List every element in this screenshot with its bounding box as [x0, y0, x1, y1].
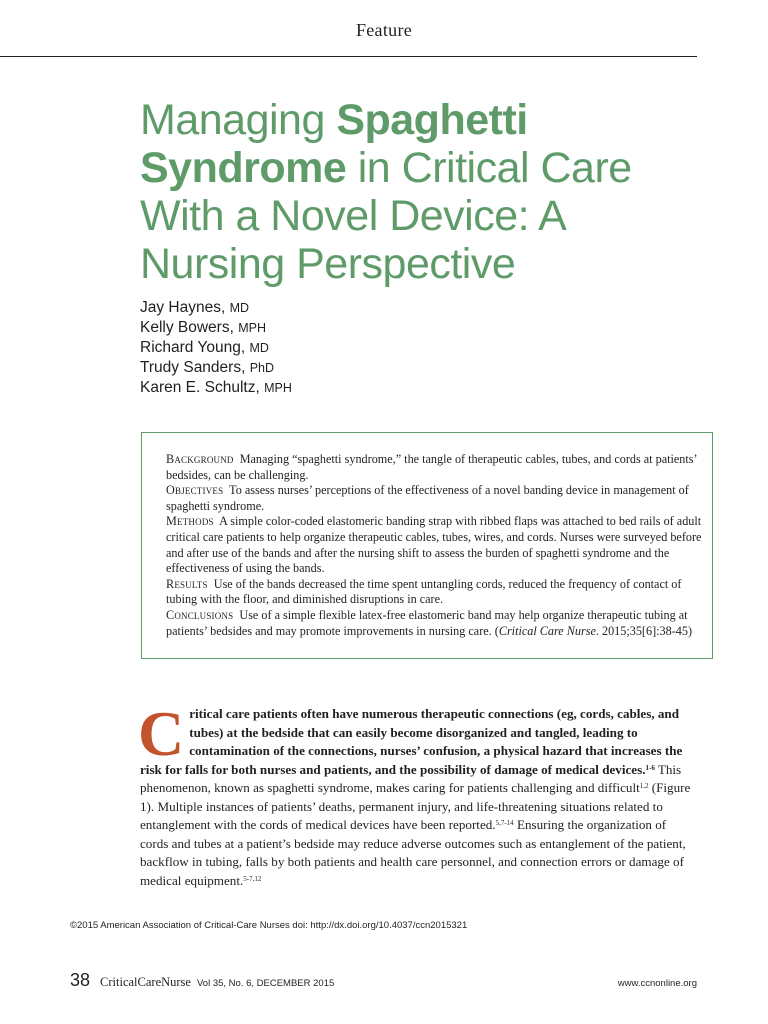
author-name: Trudy Sanders, — [140, 359, 250, 376]
author-name: Richard Young, — [140, 339, 250, 356]
reference-superscript: 1-6 — [645, 763, 655, 772]
abstract-text: Use of a simple flexible latex-free elastomeric band may help organize therapeutic tubing at patients’ bedsides and may promote improvements in nursing care. ( — [166, 607, 688, 638]
author-name: Jay Haynes, — [140, 299, 230, 316]
abstract-heading: Background — [166, 452, 234, 466]
header-rule — [0, 56, 697, 57]
copyright-line: ©2015 American Association of Critical-Care Nurses doi: http://dx.doi.org/10.4037/ccn2015321 — [70, 920, 468, 931]
reference-superscript: 1,2 — [639, 782, 649, 790]
abstract-conclusions — [166, 608, 702, 639]
abstract-background — [166, 452, 702, 483]
abstract-text: To assess nurses’ perceptions of the effectiveness of a novel banding device in management of spaghetti syndrome. — [166, 483, 689, 513]
abstract-text: Managing “spaghetti syndrome,” the tangle of therapeutic cables, tubes, and cords at patients’ bedsides, can be challenging. — [166, 452, 697, 482]
reference-superscript: 5,7-14 — [495, 819, 514, 827]
issue-info: Vol 35, No. 6, DECEMBER 2015 — [196, 978, 335, 989]
website-link[interactable]: www.ccnonline.org — [617, 978, 697, 989]
abstract-text: A simple color-coded elastomeric banding strap with ribbed flaps was attached to bed rails of adult critical care patients to help organize therapeutic cables, tubes, wires, and cords. Nurses were surveyed before and after use of the bands and after the nursing shift to assess the burden of spaghetti syndrome and the effectiveness of using the bands. — [166, 514, 702, 576]
page-number: 38 — [70, 970, 91, 990]
author-credential: MPH — [238, 321, 266, 335]
footer-left — [70, 970, 334, 991]
intro-paragraph — [138, 698, 696, 890]
intro-lead: ritical care patients often have numerous therapeutic connections (eg, cords, cables, and tubes) at the bedside that can easily become disorganized and tangled, leading to contamination of the connections, nurses’ confusion, a physical hazard that increases the risk for falls for both nurses and patients, and the possibility of damage of medical devices. — [140, 706, 683, 777]
author-credential: MPH — [264, 381, 292, 395]
title-part-1: Managing — [140, 96, 337, 144]
author-item — [140, 318, 292, 338]
citation-journal: Critical Care Nurse — [498, 623, 596, 638]
journal-name: CriticalCareNurse — [100, 975, 191, 989]
abstract-heading: Objectives — [166, 483, 224, 498]
title-bold: Spaghetti Syndrome — [140, 96, 528, 192]
reference-superscript: 5-7,12 — [243, 874, 262, 883]
intro-text: (Figure 1). Multiple instances of patients’ deaths, permanent injury, and life-threatening situations related to entanglement with the cords of medical devices have been reported. — [140, 780, 691, 832]
citation-ref: . 2015;35[6]:38-45) — [595, 623, 693, 638]
article-title — [140, 96, 720, 288]
title-part-2: in Critical Care With a Novel Device: A Nursing Perspective — [140, 144, 632, 288]
author-item — [140, 358, 292, 378]
author-item — [140, 298, 292, 318]
abstract-text: Use of the bands decreased the time spent untangling cords, reduced the frequency of contact of tubing with the floor, and diminished disruptions in care. — [166, 576, 682, 607]
author-credential: MD — [229, 301, 250, 315]
abstract-heading: Methods — [166, 514, 214, 529]
abstract-box — [141, 432, 713, 659]
drop-cap: C — [138, 698, 185, 769]
abstract-methods — [166, 514, 702, 576]
author-list — [140, 298, 292, 398]
author-credential: MD — [249, 341, 269, 355]
author-credential: PhD — [249, 361, 275, 375]
author-item — [140, 338, 292, 358]
author-name: Karen E. Schultz, — [140, 379, 265, 396]
abstract-results — [166, 577, 702, 608]
intro-text: This phenomenon, known as spaghetti syndrome, makes caring for patients challenging and difficult — [140, 761, 682, 795]
author-name: Kelly Bowers, — [140, 319, 239, 336]
author-item — [140, 378, 292, 398]
abstract-heading: Conclusions — [166, 607, 234, 622]
abstract-objectives — [166, 483, 702, 514]
abstract-heading: Results — [166, 576, 208, 591]
section-label: Feature — [355, 20, 413, 40]
intro-text: Ensuring the organization of cords and tubes at a patient’s bedside may reduce adverse outcomes such as entanglement of the patient, backflow in tubing, falls by both patients and health care personnel, and connection errors or damage of medical equipment. — [140, 817, 686, 888]
